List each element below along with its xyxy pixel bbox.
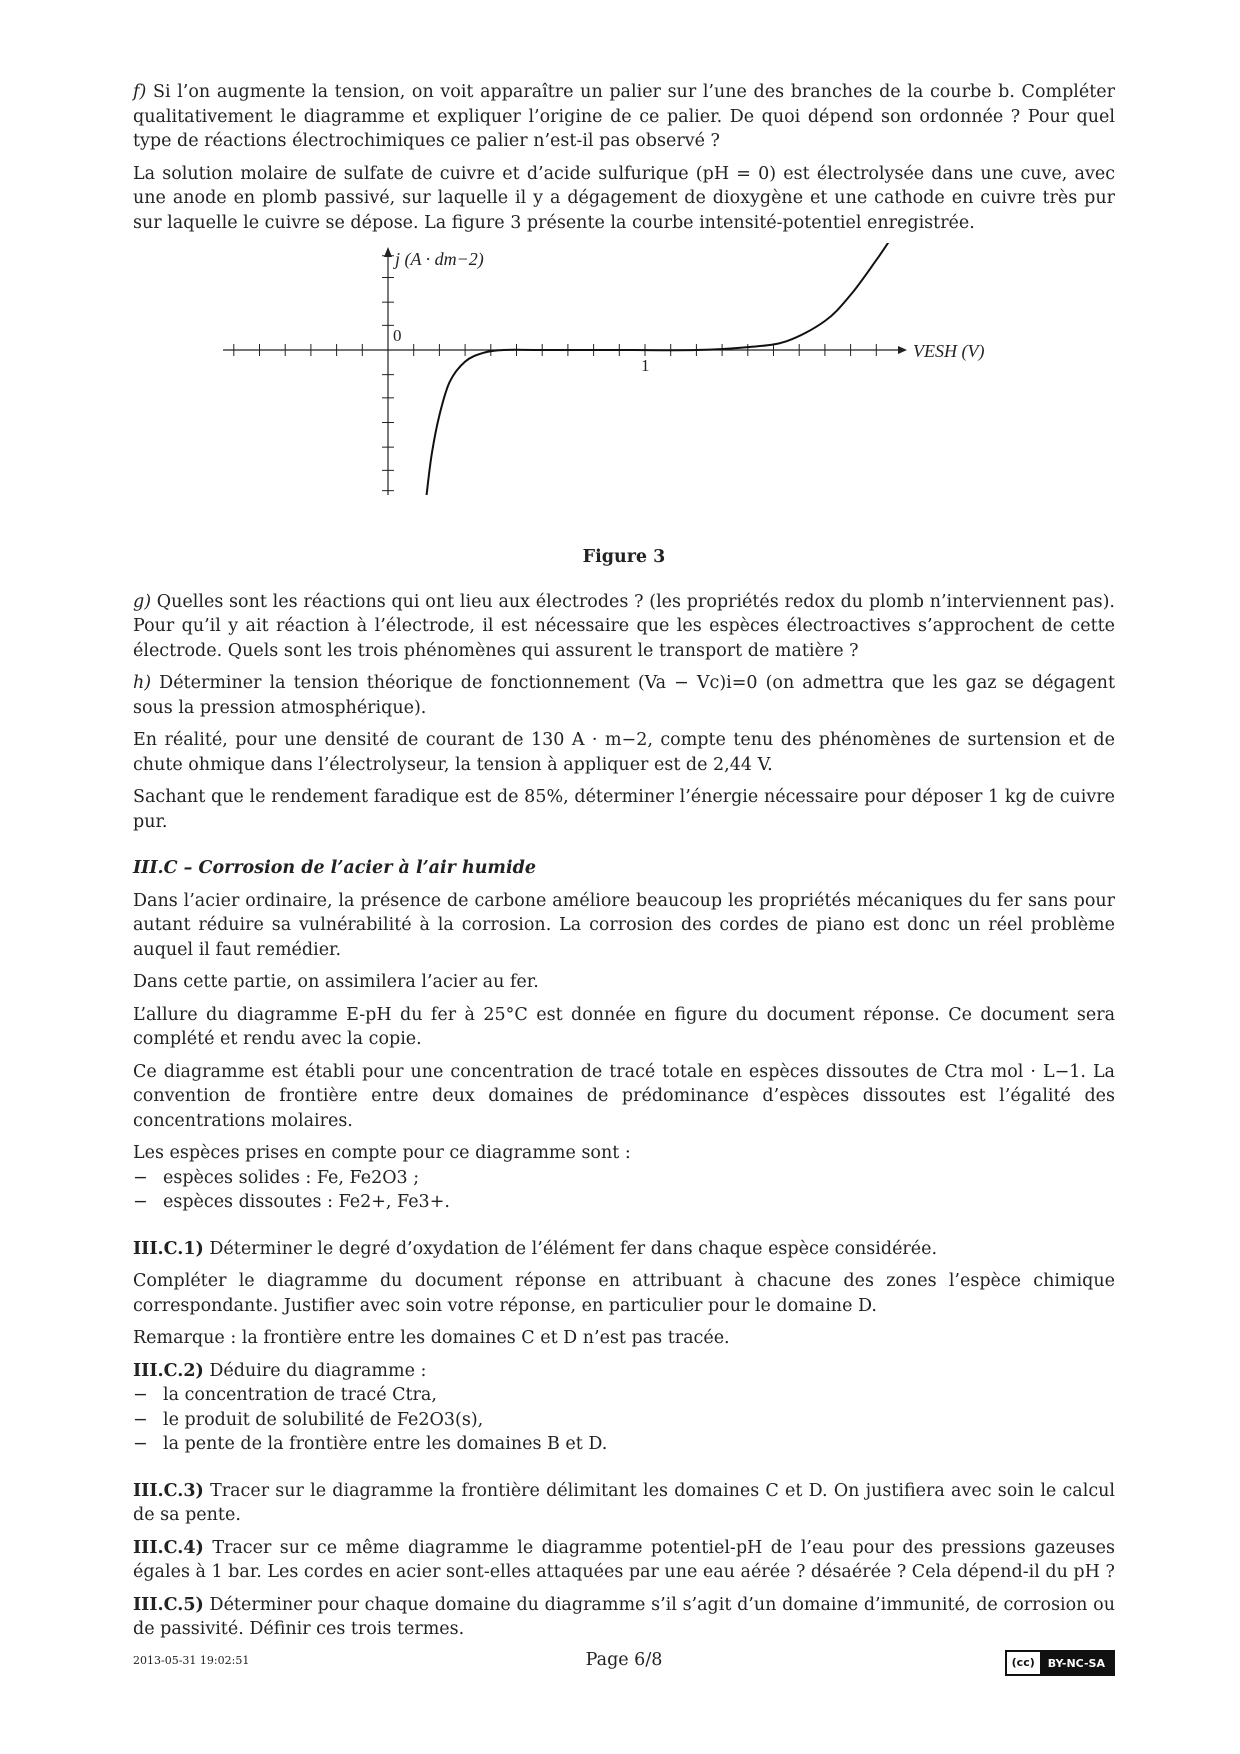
axis-ticks: [234, 256, 877, 491]
question-c3: [133, 1479, 1115, 1528]
figure-3: [133, 243, 1115, 543]
question-h: [133, 671, 1115, 720]
list-item: − la concentration de tracé Ctra,: [133, 1383, 1115, 1408]
question-text: Tracer sur le diagramme la frontière délimitant les domaines C et D. On justifiera avec soin le calcul de sa pente.: [133, 1480, 1115, 1525]
list-item: − espèces dissoutes : Fe2+, Fe3+.: [133, 1190, 1115, 1215]
figure-caption: Figure 3: [582, 547, 666, 567]
question-label: g): [133, 591, 152, 612]
footer-timestamp: 2013-05-31 19:02:51: [133, 1654, 250, 1667]
intensity-potential-chart: [183, 243, 1063, 543]
c2-list: [133, 1383, 1115, 1457]
y-axis-label: j (A · dm−2): [395, 249, 484, 269]
question-text: Déterminer la tension théorique de fonctionnement (Va − Vc)i=0 (on admettra que les gaz se dégagent sous la pression atmosphérique).: [133, 673, 1115, 718]
rendement-paragraph: Sachant que le rendement faradique est de 85%, déterminer l’énergie nécessaire pour déposer 1 kg de cuivre pur.: [133, 787, 1115, 832]
x-axis-label: VESH (V): [913, 341, 985, 361]
question-c1-remark: Remarque : la frontière entre les domaines C et D n’est pas tracée.: [133, 1328, 730, 1348]
question-label: h): [133, 673, 152, 693]
license-label: BY-NC-SA: [1047, 1656, 1105, 1670]
cc-icon: (cc): [1007, 1652, 1040, 1674]
footer: [133, 1650, 1115, 1680]
species-intro: Les espèces prises en compte pour ce diagramme sont :: [133, 1143, 631, 1163]
question-label: III.C.2): [133, 1360, 204, 1381]
page-content: [133, 80, 1115, 1650]
question-c2: [133, 1359, 1115, 1384]
question-label: III.C.5): [133, 1594, 204, 1615]
list-item: − la pente de la frontière entre les domaines B et D.: [133, 1432, 1115, 1457]
section-paragraph-2: Dans cette partie, on assimilera l’acier au fer.: [133, 972, 539, 992]
question-label: f): [133, 82, 147, 102]
origin-label: 0: [393, 326, 402, 345]
section-title: III.C – Corrosion de l’acier à l’air humide: [133, 858, 536, 878]
question-g: [133, 590, 1115, 664]
section-paragraph-4: Ce diagramme est établi pour une concentration de tracé totale en espèces dissoutes de Ctra mol · L−1. La convention de frontière entre deux domaines de prédominance d’espèces dissoutes est l’égalité des concentrations molaires.: [133, 1061, 1115, 1131]
question-label: III.C.3): [133, 1480, 204, 1501]
species-list: [133, 1166, 1115, 1215]
question-text: Si l’on augmente la tension, on voit apparaître un palier sur l’une des branches de la courbe b. Compléter qualitativement le diagramme et expliquer l’origine de ce palier. De quoi dépend son ordonnée ? Pour quel type de réactions électrochimiques ce palier n’est-il pas observé ?: [133, 82, 1115, 151]
realite-paragraph: En réalité, pour une densité de courant de 130 A · m−2, compte tenu des phénomènes de surtension et de chute ohmique dans l’électrolyseur, la tension à appliquer est de 2,44 V.: [133, 730, 1115, 775]
question-label: III.C.4): [133, 1537, 204, 1558]
section-paragraph-1: Dans l’acier ordinaire, la présence de carbone améliore beaucoup les propriétés mécaniques du fer sans pour autant réduire sa vulnérabilité à la corrosion. La corrosion des cordes de piano est donc un réel problème auquel il faut remédier.: [133, 890, 1115, 960]
question-text: Déterminer le degré d’oxydation de l’élément fer dans chaque espèce considérée.: [209, 1238, 938, 1259]
question-text: Tracer sur ce même diagramme le diagramme potentiel-pH de l’eau pour des pressions gazeuses égales à 1 bar. Les cordes en acier sont-elles attaquées par une eau aérée ? désaérée ? Cela dépend-il du pH ?: [133, 1537, 1115, 1582]
question-c4: [133, 1536, 1115, 1585]
page-number: Page 6/8: [585, 1650, 663, 1670]
question-f: [133, 80, 1115, 154]
list-item: − le produit de solubilité de Fe2O3(s),: [133, 1408, 1115, 1433]
license-badge[interactable]: [1005, 1650, 1115, 1676]
question-text: Déterminer pour chaque domaine du diagramme s’il s’agit d’un domaine d’immunité, de corrosion ou de passivité. Définir ces trois termes.: [133, 1594, 1115, 1639]
series-line: [427, 243, 890, 495]
question-c1-paragraph: Compléter le diagramme du document réponse en attribuant à chacune des zones l’espèce chimique correspondante. Justifier avec soin votre réponse, en particulier pour le domaine D.: [133, 1271, 1115, 1316]
question-c5: [133, 1593, 1115, 1642]
question-c1: [133, 1237, 1115, 1262]
solution-paragraph: La solution molaire de sulfate de cuivre et d’acide sulfurique (pH = 0) est électrolysée dans une cuve, avec une anode en plomb passivé, sur laquelle il y a dégagement de dioxygène et une cathode en cuivre très pur sur laquelle le cuivre se dépose. La figure 3 présente la courbe intensité-potentiel enregistrée.: [133, 163, 1115, 233]
question-text: Déduire du diagramme :: [209, 1360, 427, 1381]
question-label: III.C.1): [133, 1238, 204, 1259]
x-axis-arrow: [898, 346, 907, 354]
question-text: Quelles sont les réactions qui ont lieu aux électrodes ? (les propriétés redox du plomb n’interviennent pas). Pour qu’il y ait réaction à l’électrode, il est nécessaire que les espèces électroactives s’approchent de cette électrode. Quels sont les trois phénomènes qui assurent le transport de matière ?: [133, 591, 1115, 661]
list-item: − espèces solides : Fe, Fe2O3 ;: [133, 1166, 1115, 1191]
x-tick-label-1: 1: [641, 356, 650, 375]
section-paragraph-3: L’allure du diagramme E-pH du fer à 25°C est donnée en figure du document réponse. Ce document sera complété et rendu avec la copie.: [133, 1004, 1115, 1049]
